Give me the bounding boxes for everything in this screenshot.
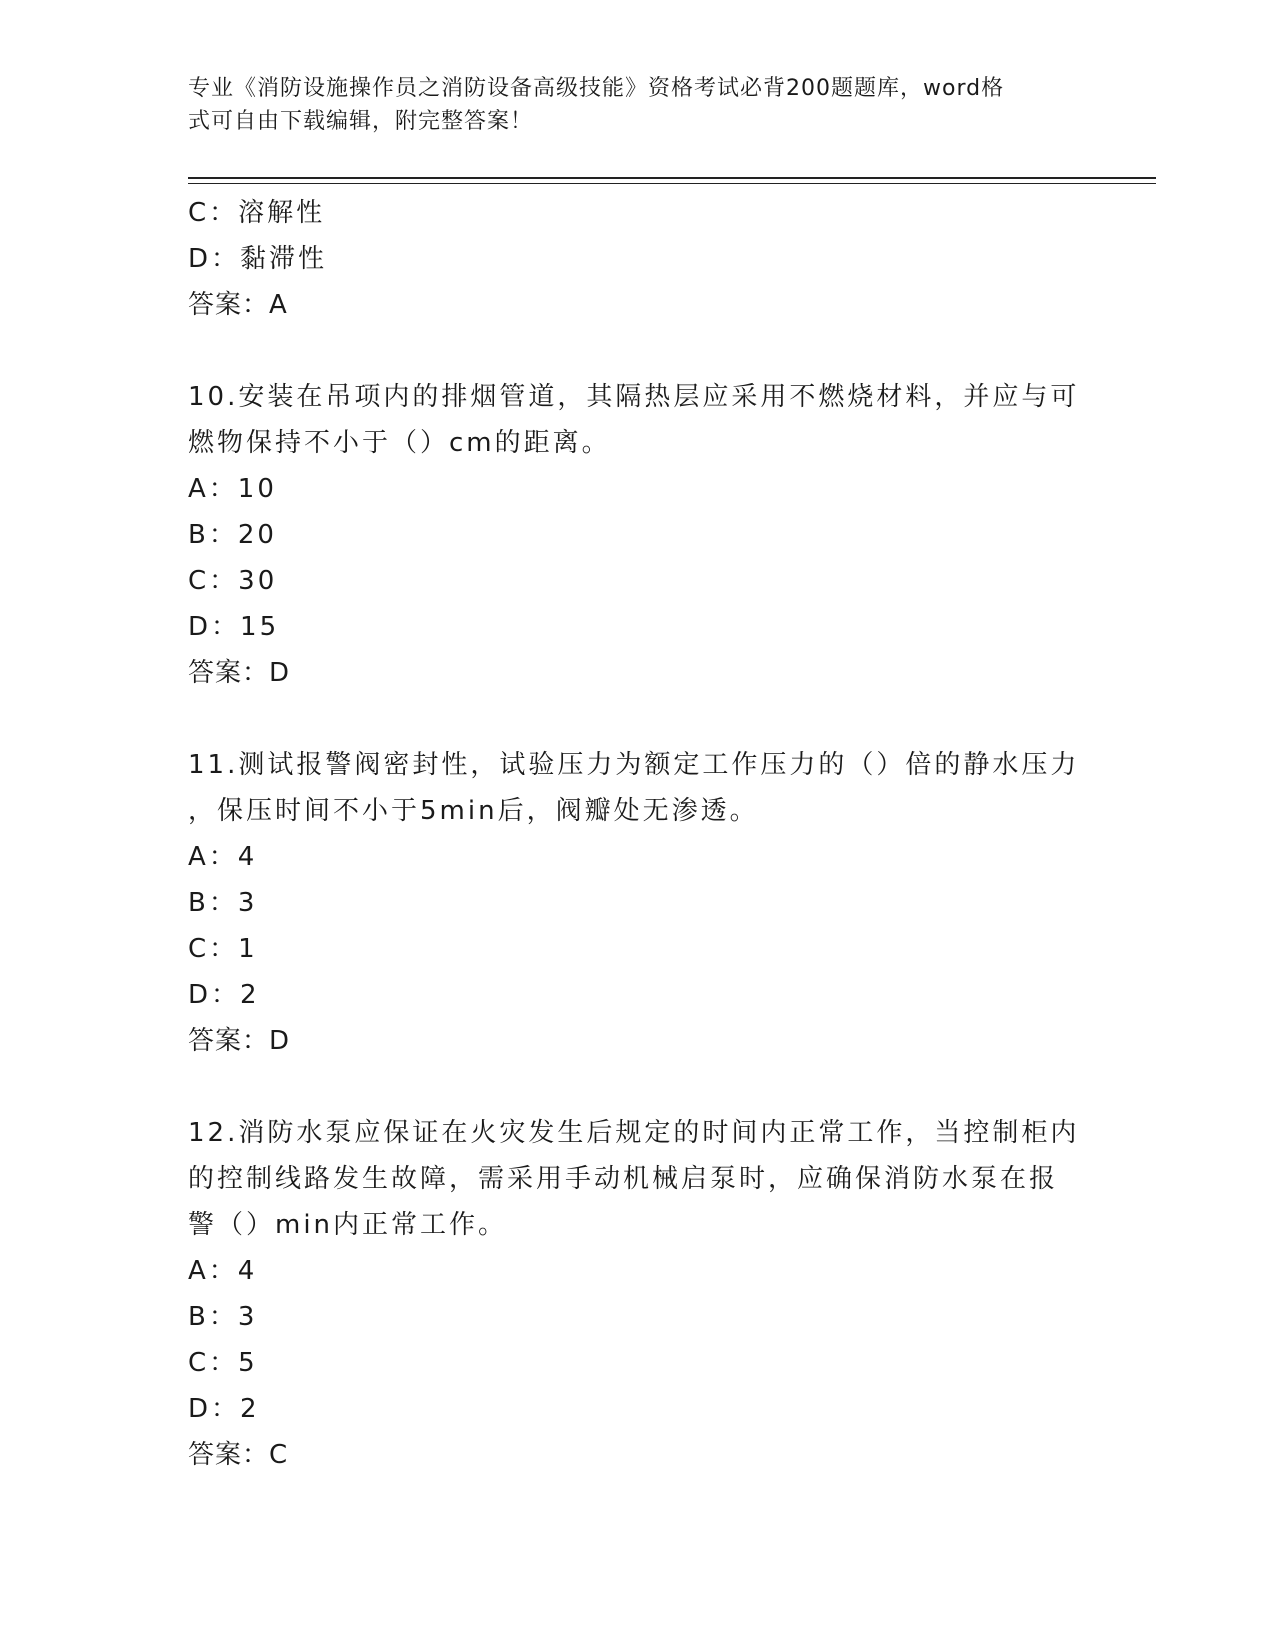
previous-question-tail	[188, 190, 1088, 328]
header-rule-thin	[188, 183, 1156, 184]
answer: 答案：D	[188, 1026, 291, 1056]
page-header	[188, 72, 1068, 138]
option-c: C：溶解性	[188, 198, 326, 228]
question-stem-line: ，保压时间不小于5min后，阀瓣处无渗透。	[188, 796, 759, 826]
header-rule-thick	[188, 177, 1156, 179]
answer: 答案：D	[188, 658, 291, 688]
option-c: C：5	[188, 1348, 258, 1378]
option-a: A：4	[188, 842, 258, 872]
option-c: C：30	[188, 566, 278, 596]
option-d: D：15	[188, 612, 280, 642]
question-11	[188, 742, 1088, 1064]
question-10	[188, 374, 1088, 696]
option-b: B：3	[188, 888, 258, 918]
question-12	[188, 1110, 1088, 1478]
question-stem-line: 的控制线路发生故障，需采用手动机械启泵时，应确保消防水泵在报	[188, 1164, 1059, 1194]
header-line-1: 专业《消防设施操作员之消防设备高级技能》资格考试必背200题题库，word格	[188, 76, 1005, 101]
document-body	[188, 190, 1088, 1478]
option-b: B：3	[188, 1302, 258, 1332]
option-d: D：2	[188, 1394, 260, 1424]
option-d: D：黏滞性	[188, 244, 328, 274]
option-d: D：2	[188, 980, 260, 1010]
header-line-2: 式可自由下载编辑，附完整答案！	[188, 109, 534, 134]
option-a: A：10	[188, 474, 277, 504]
answer: 答案：A	[188, 290, 288, 320]
question-stem-line: 11.测试报警阀密封性，试验压力为额定工作压力的（）倍的静水压力	[188, 750, 1080, 780]
question-stem-line: 警（）min内正常工作。	[188, 1210, 508, 1240]
question-stem-line: 12.消防水泵应保证在火灾发生后规定的时间内正常工作，当控制柜内	[188, 1118, 1080, 1148]
answer: 答案：C	[188, 1440, 289, 1470]
question-stem-line: 10.安装在吊项内的排烟管道，其隔热层应采用不燃烧材料，并应与可	[188, 382, 1080, 412]
option-a: A：4	[188, 1256, 258, 1286]
option-c: C：1	[188, 934, 258, 964]
option-b: B：20	[188, 520, 277, 550]
question-stem-line: 燃物保持不小于（）cm的距离。	[188, 428, 611, 458]
